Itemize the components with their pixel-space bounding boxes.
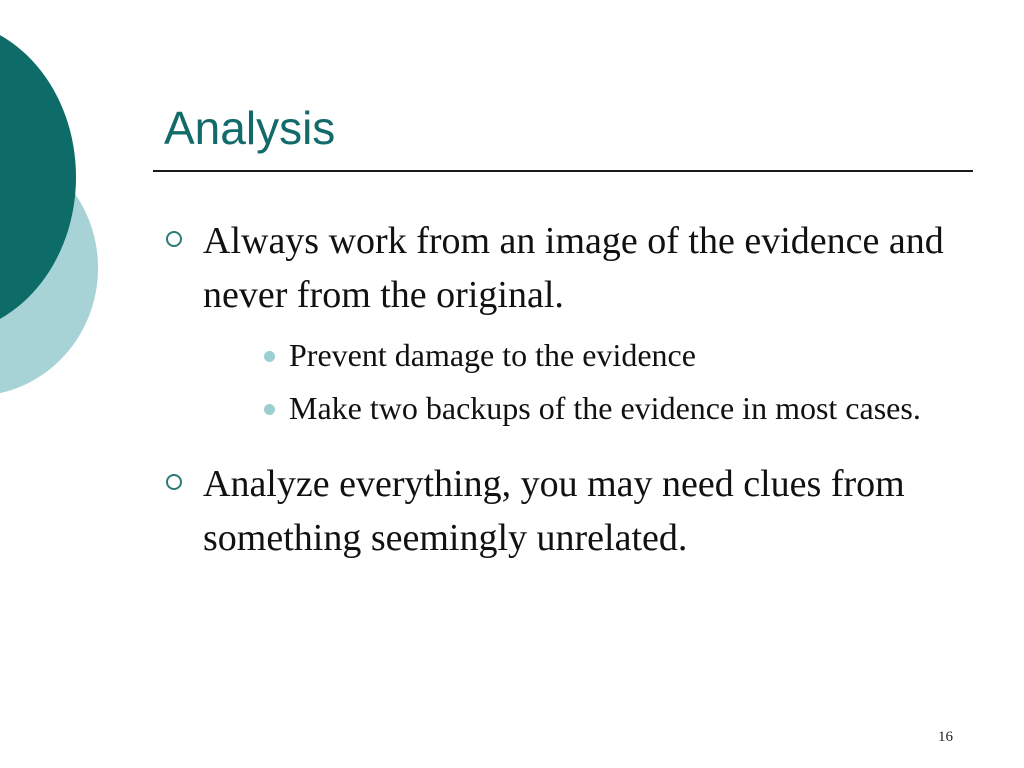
hollow-circle-bullet-icon (166, 474, 182, 490)
filled-dot-bullet-icon (264, 404, 275, 415)
slide-body (160, 214, 960, 565)
slide-title: Analysis (164, 102, 336, 154)
sub-bullet-item (246, 330, 979, 380)
sub-bullet-text: Prevent damage to the evidence (289, 337, 696, 373)
sub-bullet-list (203, 330, 960, 433)
bullet-text: Analyze everything, you may need clues from something seemingly unrelated. (203, 463, 905, 559)
bullet-item (160, 214, 960, 433)
sub-bullet-item (246, 383, 979, 433)
bullet-text: Always work from an image of the evidence and never from the original. (203, 220, 944, 316)
filled-dot-bullet-icon (264, 351, 275, 362)
sub-bullet-text: Make two backups of the evidence in most cases. (289, 390, 921, 426)
bullet-item (160, 457, 960, 565)
title-divider (153, 170, 973, 172)
page-number: 16 (938, 729, 953, 745)
hollow-circle-bullet-icon (166, 231, 182, 247)
